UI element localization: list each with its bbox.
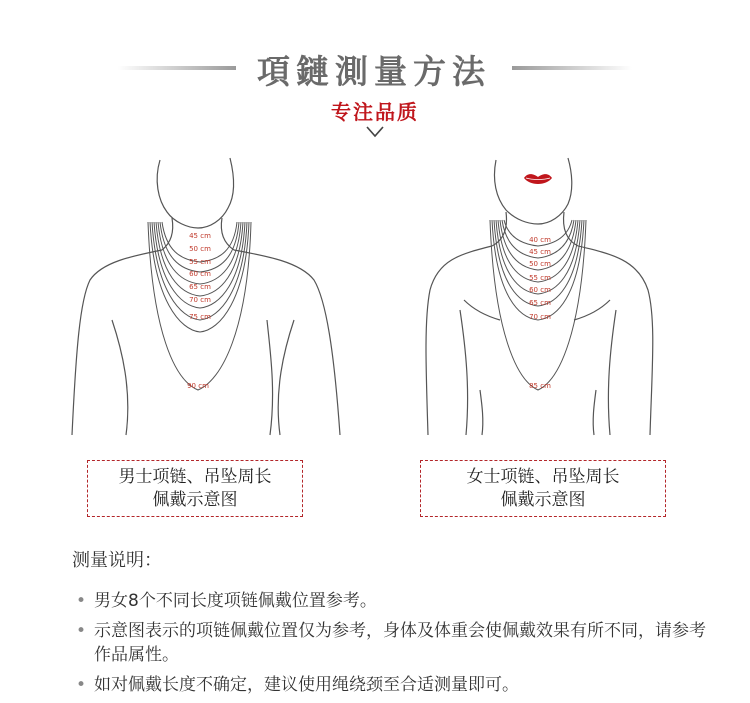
women-label-40: 40 cm xyxy=(529,236,551,244)
women-label-50: 50 cm xyxy=(529,260,551,268)
note-text: 示意图表示的项链佩戴位置仅为参考，身体及体重会使佩戴效果有所不同，请参考作品属性。 xyxy=(94,621,706,665)
women-label-70: 70 cm xyxy=(529,313,551,321)
measure-notes xyxy=(74,589,714,703)
women-label-60: 60 cm xyxy=(529,286,551,294)
women-caption-line2: 佩戴示意图 xyxy=(500,490,586,510)
men-label-65: 65 cm xyxy=(189,283,211,291)
bullet-icon: • xyxy=(76,621,87,641)
list-item xyxy=(74,673,714,697)
men-caption-line2: 佩戴示意图 xyxy=(152,490,238,510)
men-label-45: 45 cm xyxy=(189,232,211,240)
men-label-60: 60 cm xyxy=(189,270,211,278)
measure-title: 测量说明： xyxy=(72,550,162,571)
note-text: 男女8个不同长度项链佩戴位置参考。 xyxy=(94,591,377,611)
women-label-65: 65 cm xyxy=(529,299,551,307)
men-figure xyxy=(62,150,352,440)
bullet-icon: • xyxy=(76,591,87,611)
men-caption-line1: 男士项链、吊坠周长 xyxy=(118,467,272,487)
page-subtitle: 专注品质 xyxy=(331,100,419,124)
chevron-down-icon xyxy=(365,125,385,139)
men-length-labels xyxy=(187,232,211,390)
note-text: 如对佩戴长度不确定，建议使用绳绕颈至合适测量即可。 xyxy=(94,675,519,695)
page-title: 項鏈測量方法 xyxy=(257,52,491,91)
list-item xyxy=(74,589,714,613)
women-label-45: 45 cm xyxy=(529,248,551,256)
header-divider-left xyxy=(118,66,236,70)
women-caption-line1: 女士项链、吊坠周长 xyxy=(466,467,620,487)
page-header xyxy=(0,38,750,98)
header-divider-right xyxy=(512,66,632,70)
list-item xyxy=(74,619,714,667)
bullet-icon: • xyxy=(76,675,87,695)
women-length-labels xyxy=(529,236,551,390)
women-label-55: 55 cm xyxy=(529,274,551,282)
women-label-85: 85 cm xyxy=(529,382,551,390)
women-body-outline xyxy=(426,158,653,435)
men-caption xyxy=(87,460,303,517)
lips-icon xyxy=(524,174,552,184)
men-label-55: 55 cm xyxy=(189,258,211,266)
men-label-90: 90 cm xyxy=(187,382,209,390)
women-figure xyxy=(420,150,670,440)
men-label-70: 70 cm xyxy=(189,296,211,304)
men-label-50: 50 cm xyxy=(189,245,211,253)
men-label-75: 75 cm xyxy=(189,313,211,321)
women-caption xyxy=(420,460,666,517)
